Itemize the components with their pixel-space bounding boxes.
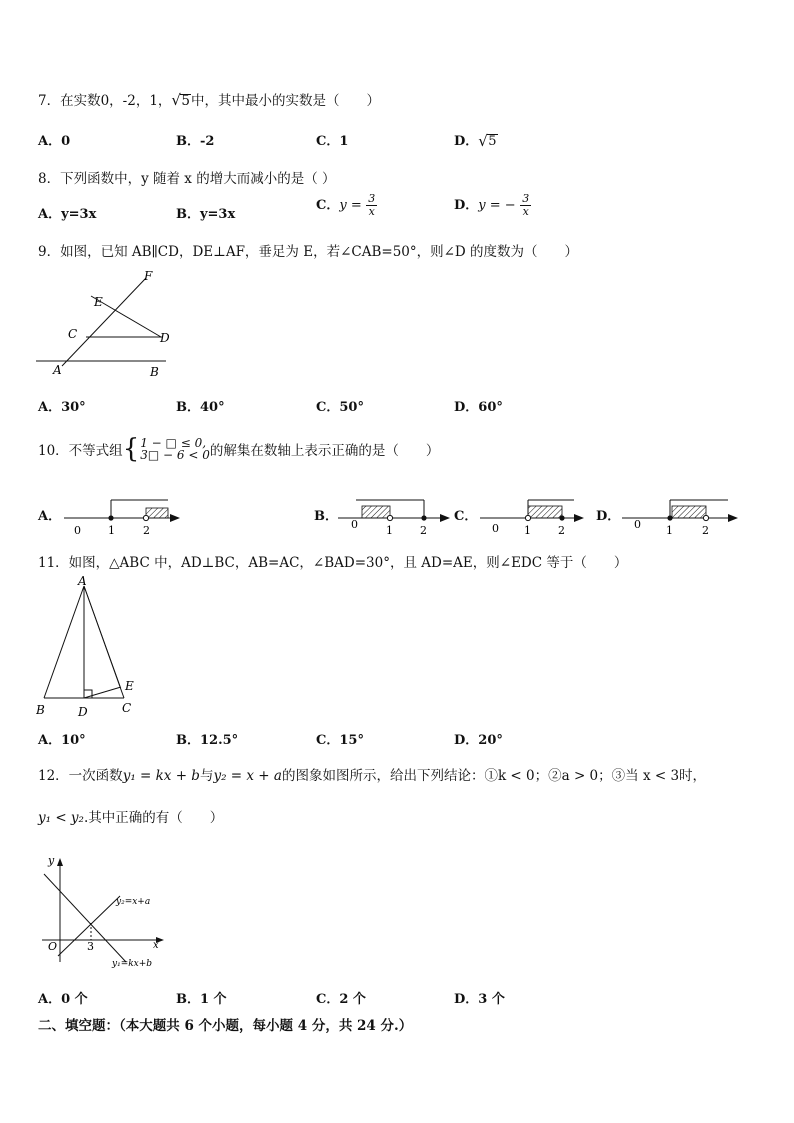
q11-option-d: D．20° bbox=[454, 733, 503, 748]
q12-line2-expr: y₁ < y₂ bbox=[38, 810, 84, 826]
q10-option-a-numberline bbox=[64, 494, 184, 538]
q10-option-d-numberline bbox=[622, 494, 744, 538]
q11-label-b: B bbox=[36, 703, 45, 717]
q9-label-f: F bbox=[144, 269, 153, 283]
svg-text:2: 2 bbox=[558, 524, 565, 537]
q9-figure bbox=[36, 266, 176, 382]
q9-option-d: D．60° bbox=[454, 400, 503, 415]
q12-option-d: D．3 个 bbox=[454, 992, 505, 1007]
q8-option-b: B．y=3x bbox=[176, 207, 236, 222]
q10-option-d-label: D． bbox=[596, 509, 621, 524]
q12-label-y: y bbox=[48, 854, 55, 867]
svg-text:1: 1 bbox=[386, 524, 393, 537]
q9-option-a: A．30° bbox=[38, 400, 86, 415]
q11-segment-ae bbox=[84, 586, 120, 686]
q7-option-c: C．1 bbox=[316, 134, 349, 149]
section-2-title: 二、填空题：（本大题共 6 个小题，每小题 4 分，共 24 分.） bbox=[38, 1018, 413, 1034]
q8-option-d-fraction: $\frac{3}{x}$ bbox=[522, 192, 530, 218]
q12-stem-pre: 12．一次函数 bbox=[38, 768, 123, 784]
q11-label-e: E bbox=[125, 679, 134, 693]
q12-label-y1: y₁=kx+b bbox=[112, 959, 153, 969]
q12-label-origin: O bbox=[48, 940, 58, 953]
q12-option-b: B．1 个 bbox=[176, 992, 227, 1007]
q11-label-c: C bbox=[122, 701, 132, 715]
q12-label-x: x bbox=[153, 940, 159, 951]
q7-option-a: A．0 bbox=[38, 134, 71, 149]
q7-stem-post: 中，其中最小的实数是（ ） bbox=[191, 93, 381, 109]
q12-option-a: A．0 个 bbox=[38, 992, 88, 1007]
q7-stem-pre: 7．在实数0，-2，1， bbox=[38, 93, 172, 109]
q8-option-c: C．y = $\frac{3}{x}$ bbox=[316, 192, 376, 218]
q12-stem bbox=[38, 764, 706, 784]
q9-option-b: B．40° bbox=[176, 400, 225, 415]
q8-stem: 8．下列函数中，y 随着 x 的增大而减小的是（ ） bbox=[38, 171, 336, 187]
q11-side-ab bbox=[44, 586, 84, 698]
q8-option-d: D．y = − $\frac{3}{x}$ bbox=[454, 192, 530, 218]
q12-option-c: C．2 个 bbox=[316, 992, 366, 1007]
q12-label-three: 3 bbox=[87, 940, 94, 953]
q7-option-b: B．-2 bbox=[176, 134, 215, 149]
q11-figure bbox=[36, 576, 140, 718]
q11-label-a: A bbox=[78, 576, 87, 588]
q12-y1-expr: y₁ = kx + b bbox=[122, 768, 200, 784]
q11-segment-de bbox=[84, 687, 121, 698]
q10-system: { 1 − □ ≤ 0, 3□ − 6 < 0 bbox=[122, 434, 210, 464]
q12-figure bbox=[38, 852, 168, 970]
q9-label-c: C bbox=[68, 327, 78, 341]
q10-stem-post: 的解集在数轴上表示正确的是（ ） bbox=[209, 443, 440, 459]
q12-stem-post: 的图象如图所示，给出下列结论：①k < 0；②a > 0；③当 x < 3时， bbox=[281, 768, 707, 784]
svg-text:0: 0 bbox=[634, 518, 641, 531]
q12-y2-expr: y₂ = x + a bbox=[213, 768, 282, 784]
q7-sqrt: √ 5 bbox=[171, 91, 191, 109]
q9-label-b: B bbox=[150, 365, 159, 379]
svg-text:0: 0 bbox=[74, 524, 81, 537]
q10-option-c-numberline bbox=[480, 494, 590, 538]
q11-option-c: C．15° bbox=[316, 733, 364, 748]
q11-stem: 11．如图，△ABC 中，AD⊥BC，AB=AC，∠BAD=30°，且 AD=AE，则∠EDC 等于（ ） bbox=[38, 555, 628, 571]
q10-system-line1: 1 − □ ≤ 0, bbox=[140, 436, 207, 450]
q9-stem: 9．如图，已知 AB∥CD，DE⊥AF，垂足为 E，若∠CAB=50°，则∠D 的度数为（ ） bbox=[38, 244, 579, 260]
q9-label-e: E bbox=[94, 295, 103, 309]
q10-system-line2: 3□ − 6 < 0 bbox=[140, 448, 210, 462]
q7-option-d-sqrt: √ 5 bbox=[478, 132, 497, 150]
svg-text:1: 1 bbox=[666, 524, 673, 537]
q11-option-a: A．10° bbox=[38, 733, 86, 748]
svg-text:2: 2 bbox=[143, 524, 150, 537]
q10-option-a-label: A． bbox=[38, 509, 62, 524]
q7-stem bbox=[38, 89, 380, 109]
q12-label-y2: y₂=x+a bbox=[116, 897, 151, 907]
q11-label-d: D bbox=[78, 705, 88, 718]
q10-stem-pre: 10．不等式组 bbox=[38, 443, 123, 459]
svg-text:0: 0 bbox=[492, 522, 499, 535]
q8-option-c-fraction: $\frac{3}{x}$ bbox=[368, 192, 376, 218]
q12-line2-post: .其中正确的有（ ） bbox=[83, 810, 224, 826]
q9-label-d: D bbox=[160, 331, 170, 345]
svg-text:1: 1 bbox=[108, 524, 115, 537]
q12-stem-mid: 与 bbox=[199, 768, 214, 784]
q10-stem bbox=[38, 436, 439, 462]
q9-option-c: C．50° bbox=[316, 400, 364, 415]
svg-text:2: 2 bbox=[420, 524, 427, 537]
q9-label-a: A bbox=[53, 363, 62, 377]
q7-option-d: D． √ 5 bbox=[454, 132, 497, 150]
q9-line-af bbox=[62, 278, 146, 366]
svg-text:2: 2 bbox=[702, 524, 709, 537]
q10-option-b-numberline bbox=[338, 494, 456, 538]
q12-stem-line2 bbox=[38, 806, 223, 826]
q10-option-b-label: B． bbox=[314, 509, 338, 524]
q10-option-c-label: C． bbox=[454, 509, 478, 524]
svg-text:0: 0 bbox=[351, 518, 358, 531]
svg-text:1: 1 bbox=[524, 524, 531, 537]
q11-option-b: B．12.5° bbox=[176, 733, 239, 748]
q8-option-a: A．y=3x bbox=[38, 207, 97, 222]
